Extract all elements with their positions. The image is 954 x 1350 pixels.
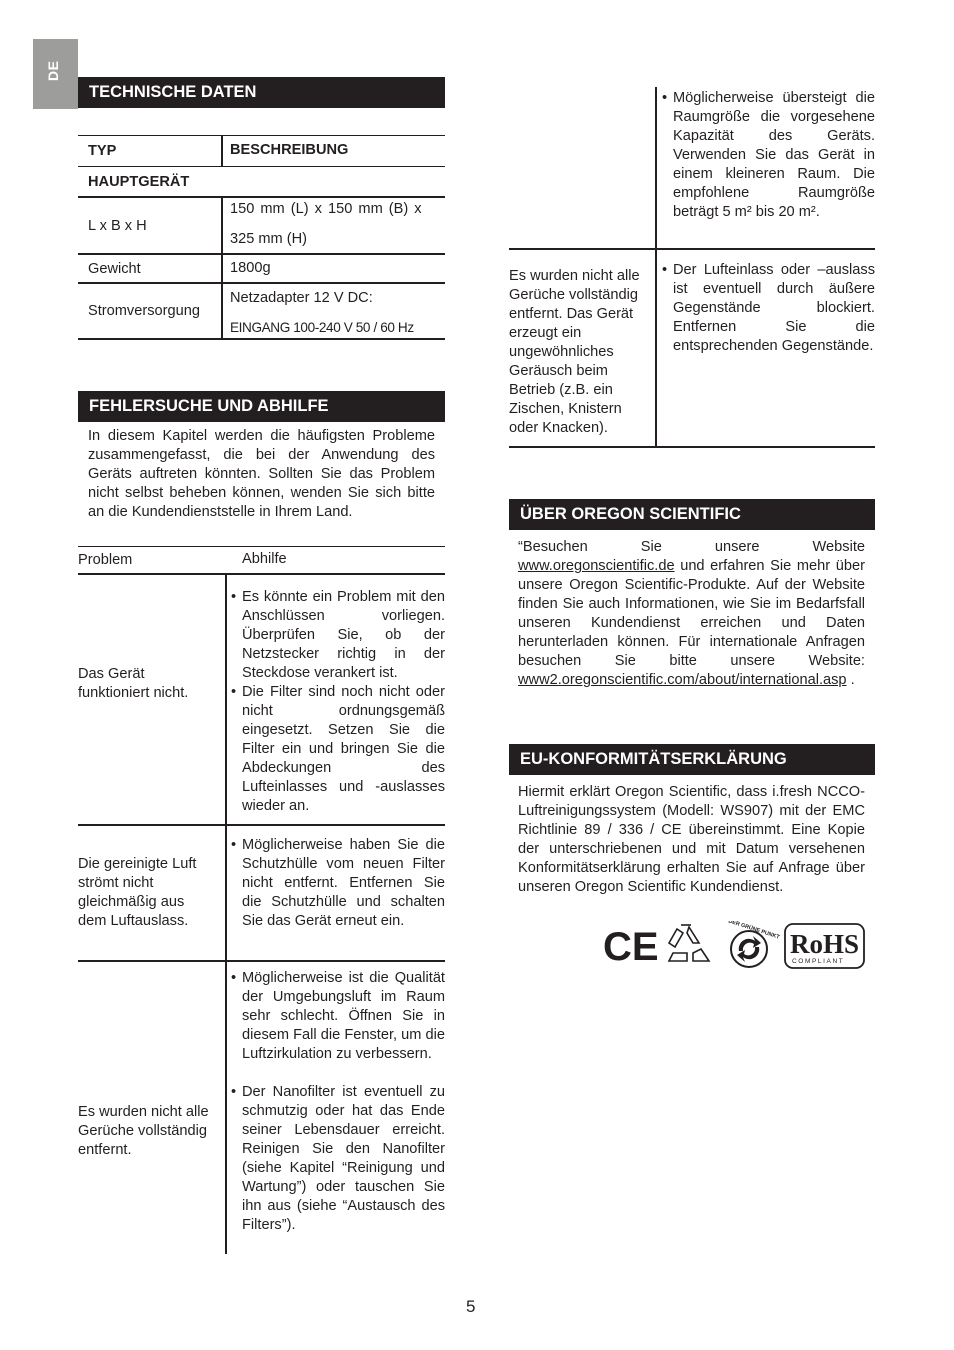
remedy-item: • Die Filter sind noch nicht oder nicht ordnungsgemäß eingesetzt. Setzen Sie die Filter ein und bringen Sie die Abdeckungen des Lufteinlasses und -auslasses wieder an.: [231, 684, 445, 814]
col-problem: Problem: [78, 552, 133, 568]
international-link[interactable]: www2.oregonscientific.com/about/international.asp: [518, 672, 847, 688]
about-header: [509, 499, 875, 530]
rohs-compliant-icon: [785, 924, 864, 968]
tech-row-value-line2: 325 mm (H): [230, 231, 308, 247]
tech-row-label: Gewicht: [88, 261, 141, 277]
page-number: 5: [466, 1297, 476, 1316]
tech-data-title: TECHNISCHE DATEN: [89, 83, 257, 101]
remedy-item: • Möglicherweise haben Sie die Schutzhülle vom neuen Filter nicht entfernt. Entfernen Sie die Schutzhülle und schalten Sie das Gerät erneut ein.: [231, 837, 445, 929]
remedy-item: • Möglicherweise ist die Qualität der Umgebungsluft im Raum sehr schlecht. Öffnen Sie in diesem Fall die Fenster, um die Luftzirkulation zu verbessern.: [231, 970, 445, 1062]
troubleshooting-title: FEHLERSUCHE UND ABHILFE: [89, 397, 329, 415]
ce-mark-icon: [603, 925, 659, 969]
green-dot-icon: [727, 921, 781, 967]
remedy-item: • Möglicherweise übersteigt die Raumgröße die vorgesehene Kapazität des Geräts. Verwenden Sie das Gerät in einem kleineren Raum. Die empfohlene Raumgröße beträgt 5 m² bis 20 m².: [662, 90, 875, 220]
remedy-item: • Der Lufteinlass oder –auslass ist eventuell durch äußere Gegenstände blockiert. Entfernen Sie die entsprechenden Gegenstände.: [662, 262, 875, 354]
eu-conformity-header: [509, 744, 875, 775]
col-remedy: Abhilfe: [242, 551, 287, 567]
about-title: ÜBER OREGON SCIENTIFIC: [520, 505, 741, 523]
language-tab-label: DE: [45, 60, 61, 81]
problem-cell: Es wurden nicht alle Gerüche vollständig entfernt. Das Gerät erzeugt ein ungewöhnliches Geräusch beim Betrieb (z.B. ein Zischen, Knistern oder Knacken).: [509, 268, 640, 436]
troubleshooting-intro: In diesem Kapitel werden die häufigsten Probleme zusammengefasst, die bei der Anwendung des Geräts auftreten könnten. Sollten Sie das Problem nicht selbst beheben können, wenden Sie sich bitte an die Kundendienststelle in Ihrem Land.: [88, 428, 435, 520]
tech-data-header: [78, 77, 445, 108]
remedy-item: • Der Nanofilter ist eventuell zu schmutzig oder hat das Ende seiner Lebensdauer erreicht. Reinigen Sie den Nanofilter (siehe Kapitel “Reinigung und Wartung”) oder tauschen Sie ihn aus (siehe “Austausch des Filters”).: [231, 1084, 445, 1233]
tech-row-label: L x B x H: [88, 218, 147, 234]
tech-row-value-line2: EINGANG 100-240 V 50 / 60 Hz: [230, 320, 414, 335]
svg-text:RoHS: RoHS: [790, 929, 860, 959]
certification-logos: [603, 921, 865, 971]
tech-row-label: Stromversorgung: [88, 303, 200, 319]
about-text: “Besuchen Sie unsere Website www.oregonscientific.de und erfahren Sie mehr über unsere Oregon Scientific-Produkte. Auf der Website finden Sie auch Informationen, wie Sie im Bedarfsfall unseren Kundendienst erreichen und Daten herunterladen können. Für internationale Anfragen besuchen Sie bitte unsere Website: www2.oregonscientific.com/about/international.asp .: [518, 539, 865, 688]
recycling-icon: [669, 925, 709, 961]
tech-col-description: BESCHREIBUNG: [230, 142, 349, 158]
tech-row-value: 150 mm (L) x 150 mm (B) x: [230, 201, 422, 217]
remedy-item: • Es könnte ein Problem mit den Anschlüssen vorliegen. Überprüfen Sie, ob der Netzstecker richtig in der Steckdose verankert ist.: [231, 589, 445, 681]
problem-cell: Das Gerät funktioniert nicht.: [78, 666, 189, 701]
language-tab: [33, 39, 78, 109]
problem-cell: Es wurden nicht alle Gerüche vollständig entfernt.: [78, 1104, 209, 1158]
svg-text:COMPLIANT: COMPLIANT: [792, 958, 845, 965]
troubleshooting-header: [78, 391, 445, 422]
tech-section-main-unit: HAUPTGERÄT: [88, 174, 190, 190]
eu-conformity-text: Hiermit erklärt Oregon Scientific, dass i.fresh NCCO-Luftreinigungssystem (Modell: WS907) mit der EMC Richtlinie 89 / 336 / CE übereinstimmt. Eine Kopie der unterschriebenen und mit Datum versehenen Konformitätserklärung erhalten Sie auf Anfrage über unseren Oregon Scientific Kundendienst.: [518, 784, 865, 895]
website-link[interactable]: www.oregonscientific.de: [518, 558, 675, 574]
tech-row-value: 1800g: [230, 260, 271, 276]
svg-text:CE: CE: [603, 925, 659, 969]
svg-text:DER GRÜNE PUNKT: DER GRÜNE PUNKT: [727, 921, 781, 941]
tech-row-value: Netzadapter 12 V DC:: [230, 290, 373, 306]
tech-col-type: TYP: [88, 143, 117, 159]
eu-conformity-title: EU-KONFORMITÄTSERKLÄRUNG: [520, 750, 787, 768]
problem-cell: Die gereinigte Luft strömt nicht gleichmäßig aus dem Luftauslass.: [78, 856, 197, 929]
